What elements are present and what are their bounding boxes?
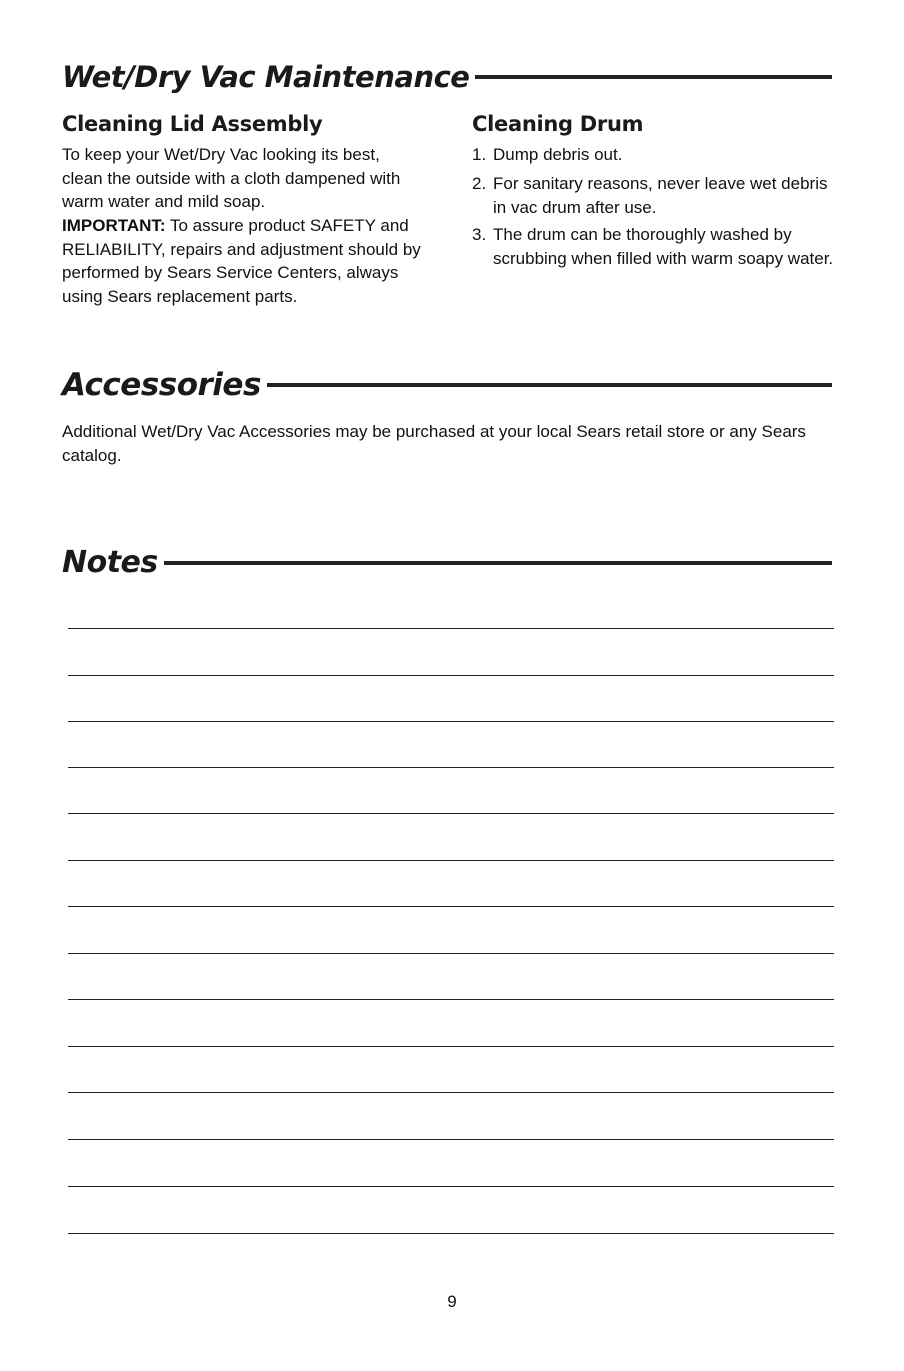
note-line: [68, 1092, 834, 1093]
notes-header: [62, 545, 832, 580]
drum-step-text: For sanitary reasons, never leave wet debris in vac drum after use.: [493, 174, 828, 217]
drum-step-number: 3.: [472, 225, 487, 244]
drum-step-number: 1.: [472, 145, 487, 164]
note-line: [68, 1139, 834, 1140]
note-line: [68, 1186, 834, 1187]
drum-step-2: [472, 172, 834, 219]
accessories-title: Accessories: [62, 367, 261, 403]
drum-step-number: 2.: [472, 174, 487, 193]
drum-heading: Cleaning Drum: [472, 112, 644, 136]
maintenance-rule: [475, 75, 832, 79]
note-line: [68, 906, 834, 907]
accessories-rule: [267, 383, 832, 387]
drum-step-3: [472, 223, 834, 270]
drum-step-text: The drum can be thoroughly washed by scrubbing when filled with warm soapy water.: [493, 225, 834, 268]
notes-title: Notes: [62, 545, 158, 580]
notes-rule: [164, 561, 832, 565]
note-line: [68, 1046, 834, 1047]
drum-step-1: [472, 143, 834, 167]
maintenance-title: Wet/Dry Vac Maintenance: [62, 60, 470, 94]
maintenance-header: [62, 60, 832, 94]
note-line: [68, 767, 834, 768]
lid-heading: Cleaning Lid Assembly: [62, 112, 323, 136]
accessories-header: [62, 367, 832, 403]
note-line: [68, 999, 834, 1000]
drum-step-text: Dump debris out.: [493, 145, 623, 164]
page-number: 9: [447, 1292, 457, 1311]
important-label: IMPORTANT:: [62, 216, 166, 235]
lid-body: To keep your Wet/Dry Vac looking its best, clean the outside with a cloth dampened with warm water and mild soap.: [62, 145, 401, 211]
note-line: [68, 628, 834, 629]
note-line: [68, 860, 834, 861]
lid-important: [62, 214, 422, 308]
note-line: [68, 953, 834, 954]
accessories-body: Additional Wet/Dry Vac Accessories may be purchased at your local Sears retail store or any Sears catalog.: [62, 422, 806, 465]
note-line: [68, 813, 834, 814]
note-line: [68, 675, 834, 676]
note-line: [68, 1233, 834, 1234]
note-line: [68, 721, 834, 722]
important-text: To assure product SAFETY and RELIABILITY, repairs and adjustment should by performed by Sears Service Centers, always using Sears replacement parts.: [62, 216, 421, 306]
